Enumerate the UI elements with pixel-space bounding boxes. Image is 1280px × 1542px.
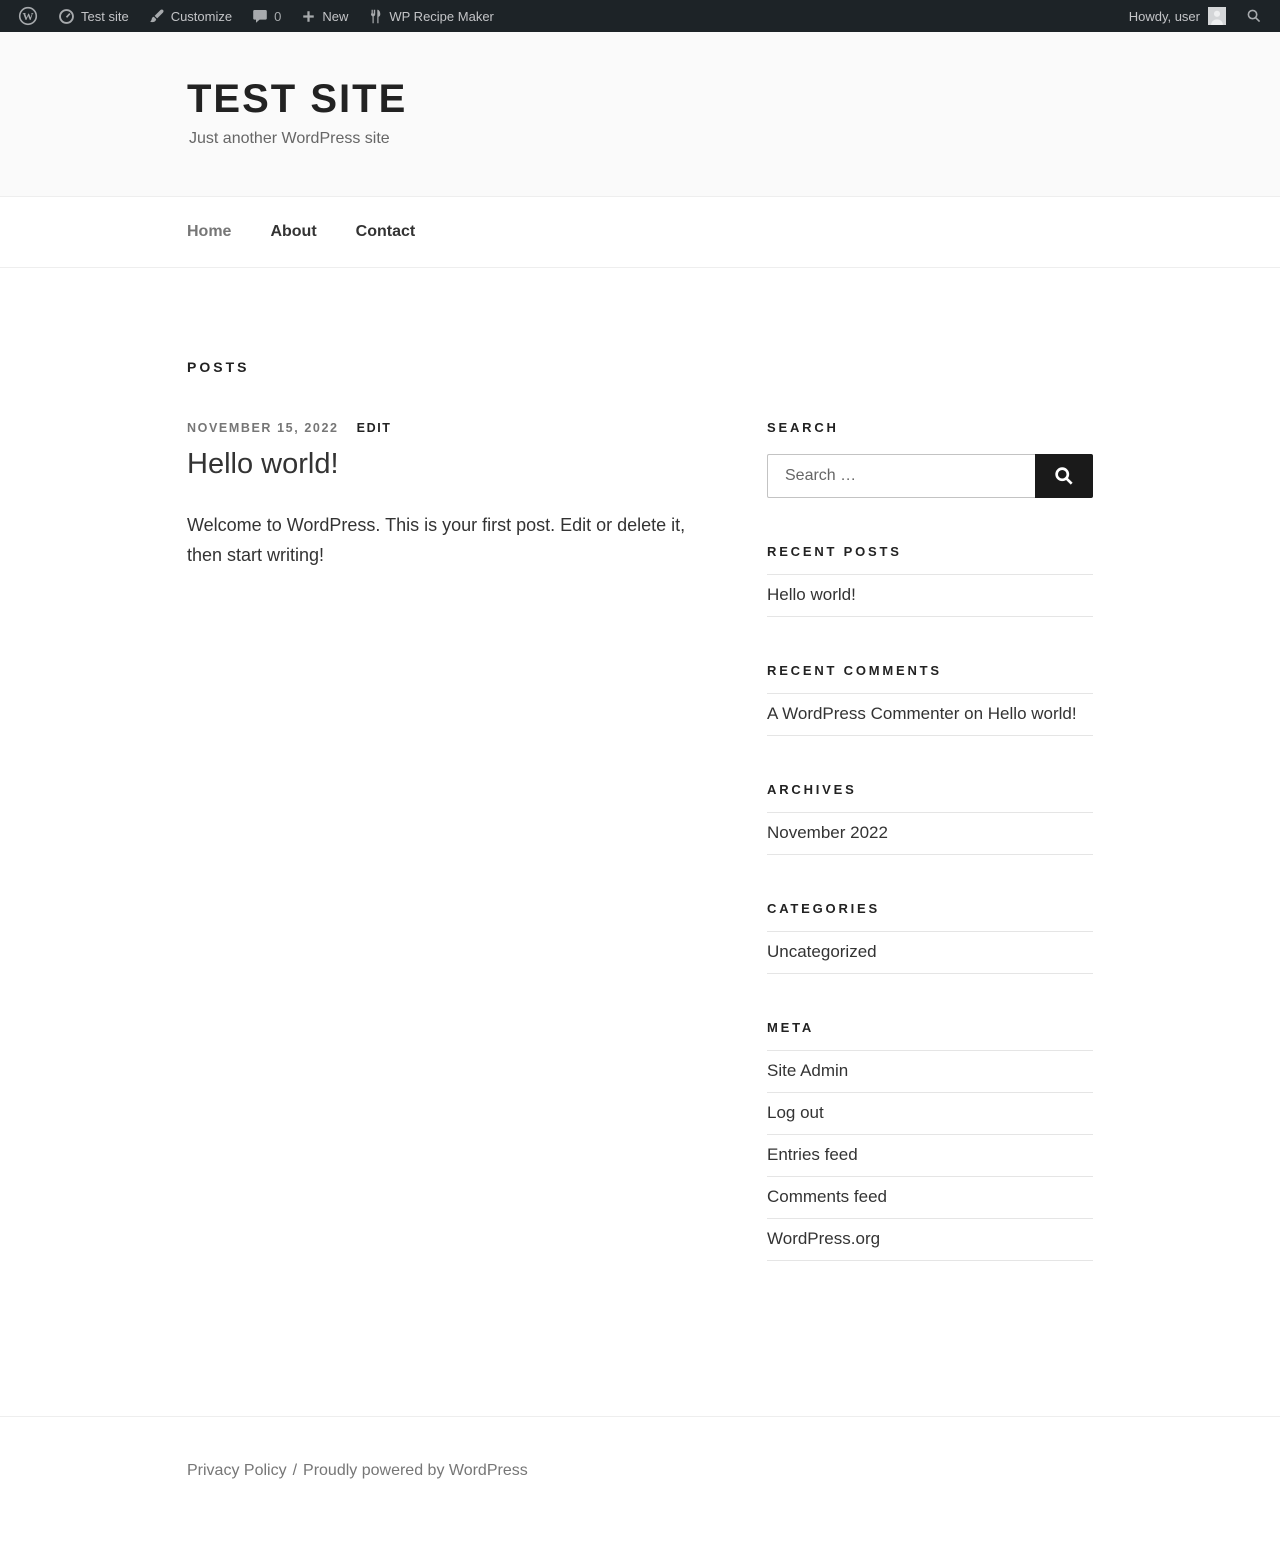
list-item	[767, 813, 1093, 855]
post-article	[187, 421, 712, 571]
meta-site-admin-link[interactable]: Site Admin	[767, 1061, 849, 1080]
search-input[interactable]	[767, 454, 1035, 498]
admin-bar-customize[interactable]	[139, 0, 242, 32]
admin-bar-search-button[interactable]	[1236, 0, 1272, 32]
categories-title: CATEGORIES	[767, 901, 880, 916]
admin-bar-new-label: New	[322, 8, 349, 24]
dashboard-gauge-icon	[58, 8, 75, 25]
admin-bar-site-name-label: Test site	[81, 8, 129, 24]
list-item	[767, 694, 1093, 736]
admin-bar-wp-recipe-maker[interactable]	[358, 0, 504, 32]
post-body: Welcome to WordPress. This is your first post. Edit or delete it, then start writing!	[187, 515, 686, 566]
wordpress-logo-button[interactable]	[8, 0, 48, 32]
wordpress-logo-icon	[18, 6, 38, 26]
archive-link[interactable]: November 2022	[767, 823, 888, 842]
admin-bar-right	[1119, 0, 1272, 32]
meta-title: META	[767, 1020, 815, 1035]
entry-meta	[187, 421, 712, 435]
privacy-policy-link[interactable]: Privacy Policy	[187, 1462, 287, 1479]
post-edit-link[interactable]: EDIT	[356, 421, 392, 435]
category-link[interactable]: Uncategorized	[767, 942, 877, 961]
recent-comments-widget	[767, 663, 1093, 736]
admin-bar-comments[interactable]	[242, 0, 291, 32]
search-widget	[767, 420, 1093, 498]
nav-item-home[interactable]: Home	[187, 223, 232, 240]
search-icon	[1246, 8, 1262, 24]
sidebar	[767, 420, 1093, 1307]
admin-bar-site-name[interactable]	[48, 0, 139, 32]
admin-bar-my-account[interactable]	[1119, 0, 1236, 32]
site-header	[0, 32, 1280, 197]
utensils-icon	[368, 9, 383, 24]
list-item	[767, 1051, 1093, 1093]
admin-bar-wp-recipe-maker-label: WP Recipe Maker	[389, 8, 494, 24]
list-item	[767, 1093, 1093, 1135]
site-main	[0, 268, 1280, 1307]
recent-posts-widget	[767, 544, 1093, 617]
plus-icon	[301, 9, 316, 24]
recent-post-link[interactable]: Hello world!	[767, 585, 856, 604]
admin-bar-customize-label: Customize	[170, 8, 233, 24]
brush-icon	[149, 8, 165, 24]
posts-column	[187, 359, 712, 1307]
recent-comments-title: RECENT COMMENTS	[767, 663, 942, 678]
powered-by-link[interactable]: Proudly powered by WordPress	[303, 1462, 528, 1479]
site-tagline: Just another WordPress site	[189, 130, 390, 147]
comment-connector: on	[959, 704, 988, 723]
comment-bubble-icon	[252, 8, 268, 24]
meta-entries-feed-link[interactable]: Entries feed	[767, 1145, 858, 1164]
search-submit-icon	[1053, 465, 1075, 487]
list-item	[767, 1219, 1093, 1261]
meta-widget	[767, 1020, 1093, 1261]
post-title-link[interactable]: Hello world!	[187, 448, 339, 480]
admin-bar-comments-count: 0	[274, 8, 282, 24]
comment-post-link[interactable]: Hello world!	[987, 704, 1077, 723]
user-avatar	[1208, 7, 1226, 25]
list-item	[767, 932, 1093, 974]
search-submit-button[interactable]	[1035, 454, 1093, 498]
nav-item-about[interactable]: About	[270, 223, 317, 240]
list-item	[767, 1177, 1093, 1219]
recent-posts-title: RECENT POSTS	[767, 544, 902, 559]
svg-text:W: W	[22, 11, 34, 23]
archives-widget	[767, 782, 1093, 855]
site-footer	[0, 1416, 1280, 1542]
admin-bar-new[interactable]	[291, 0, 358, 32]
comment-author-link[interactable]: A WordPress Commenter	[767, 704, 960, 723]
categories-widget	[767, 901, 1093, 974]
post-date-link[interactable]: NOVEMBER 15, 2022	[187, 421, 339, 435]
meta-log-out-link[interactable]: Log out	[767, 1103, 824, 1122]
admin-bar-left	[8, 0, 504, 32]
admin-bar	[0, 0, 1280, 32]
site-title[interactable]: TEST SITE	[187, 77, 408, 121]
page-title: POSTS	[187, 359, 250, 375]
nav-item-contact[interactable]: Contact	[355, 223, 416, 240]
list-item	[767, 575, 1093, 617]
search-form	[767, 454, 1093, 498]
meta-comments-feed-link[interactable]: Comments feed	[767, 1187, 887, 1206]
list-item	[767, 1135, 1093, 1177]
archives-title: ARCHIVES	[767, 782, 857, 797]
search-widget-title: SEARCH	[767, 420, 839, 435]
footer-line	[187, 1462, 1093, 1480]
footer-separator: /	[292, 1462, 298, 1479]
top-navigation	[0, 197, 1280, 268]
admin-bar-howdy-label: Howdy, user	[1128, 8, 1200, 24]
meta-wordpress-org-link[interactable]: WordPress.org	[767, 1229, 881, 1248]
